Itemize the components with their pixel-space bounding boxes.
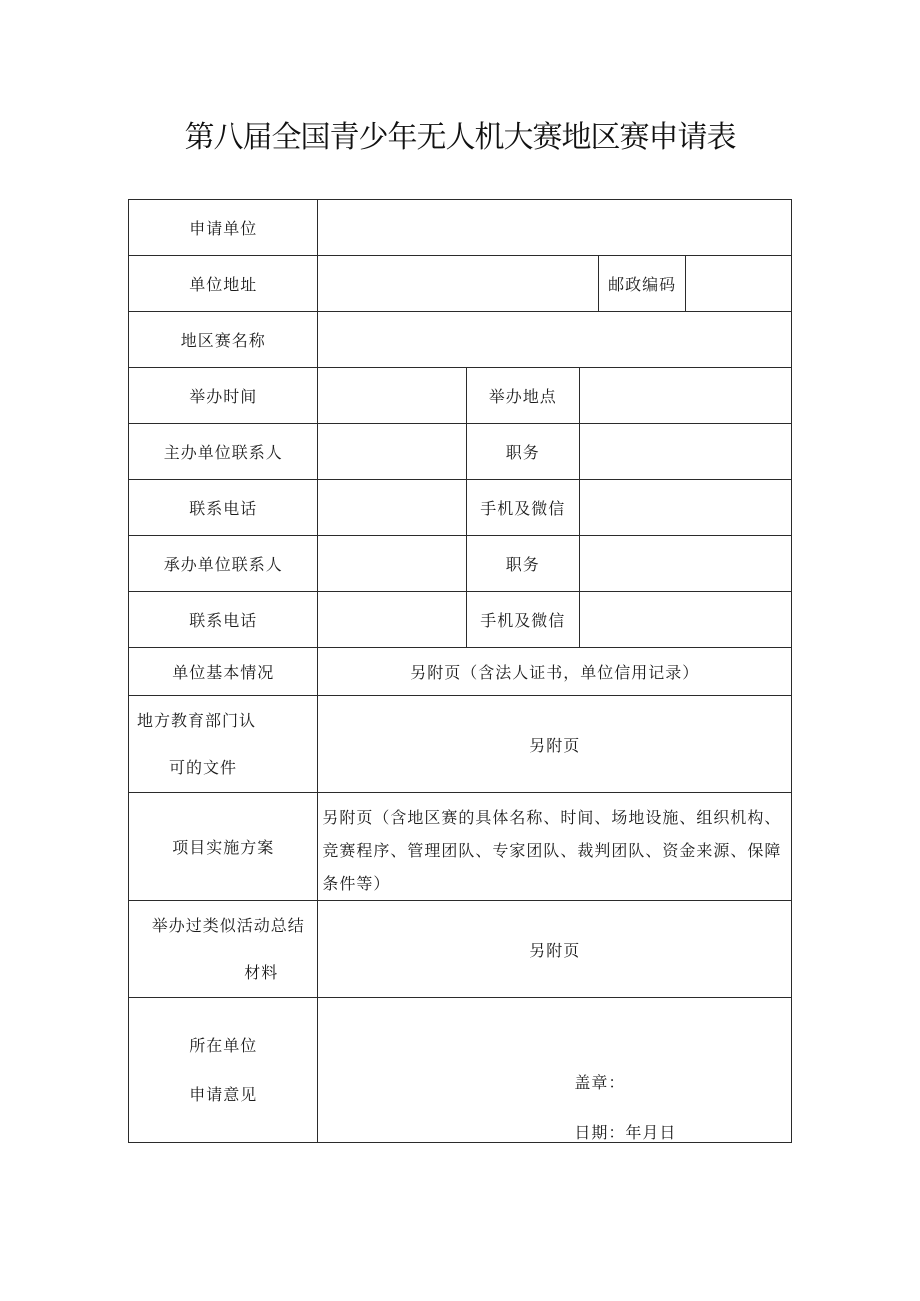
time-label: 举办时间 (129, 368, 318, 424)
phone-field[interactable] (318, 592, 466, 648)
edu-doc-value: 另附页 (318, 696, 792, 793)
row-basic-info (129, 648, 792, 696)
opinion-field[interactable] (318, 998, 792, 1143)
edu-doc-label-line2: 可的文件 (169, 758, 238, 777)
phone-label: 联系电话 (129, 480, 318, 536)
position-field[interactable] (579, 424, 791, 480)
basic-info-label: 单位基本情况 (129, 648, 318, 696)
time-field[interactable] (318, 368, 466, 424)
summary-label-line2: 材料 (244, 963, 279, 982)
row-time-venue (129, 368, 792, 424)
date-label: 日期：年月日 (574, 1123, 677, 1142)
applicant-label: 申请单位 (129, 200, 318, 256)
row-address (129, 256, 792, 312)
postal-code-label: 邮政编码 (599, 256, 685, 312)
mobile-wechat-label: 手机及微信 (466, 592, 579, 648)
organizer-contact-field[interactable] (318, 536, 466, 592)
phone-label: 联系电话 (129, 592, 318, 648)
basic-info-value: 另附页（含法人证书，单位信用记录） (318, 648, 792, 696)
address-field[interactable] (318, 256, 599, 312)
position-label: 职务 (466, 536, 579, 592)
row-host-phone (129, 480, 792, 536)
row-edu-doc (129, 696, 792, 793)
row-organizer-phone (129, 592, 792, 648)
opinion-label-line2: 申请意见 (189, 1085, 258, 1104)
row-summary (129, 901, 792, 998)
address-label: 单位地址 (129, 256, 318, 312)
row-organizer-contact (129, 536, 792, 592)
position-field[interactable] (579, 536, 791, 592)
mobile-wechat-field[interactable] (579, 592, 791, 648)
form-title: 第八届全国青少年无人机大赛地区赛申请表 (184, 120, 736, 155)
postal-code-field[interactable] (685, 256, 791, 312)
plan-label: 项目实施方案 (129, 793, 318, 901)
host-contact-field[interactable] (318, 424, 466, 480)
mobile-wechat-field[interactable] (579, 480, 791, 536)
summary-label (129, 901, 318, 998)
row-plan (129, 793, 792, 901)
edu-doc-label (129, 696, 318, 793)
summary-value: 另附页 (318, 901, 792, 998)
position-label: 职务 (466, 424, 579, 480)
edu-doc-label-line1: 地方教育部门认 (137, 711, 257, 730)
seal-label: 盖章： (574, 1073, 626, 1092)
application-form-table (128, 199, 792, 1143)
summary-label-line1: 举办过类似活动总结 (151, 916, 305, 935)
host-contact-label: 主办单位联系人 (129, 424, 318, 480)
opinion-label (129, 998, 318, 1143)
plan-value: 另附页（含地区赛的具体名称、时间、场地设施、组织机构、竞赛程序、管理团队、专家团队、裁判团队、资金来源、保障条件等） (318, 793, 792, 901)
row-host-contact (129, 424, 792, 480)
event-name-field[interactable] (318, 312, 792, 368)
row-applicant (129, 200, 792, 256)
event-name-label: 地区赛名称 (129, 312, 318, 368)
row-event-name (129, 312, 792, 368)
applicant-field[interactable] (318, 200, 792, 256)
row-opinion (129, 998, 792, 1143)
organizer-contact-label: 承办单位联系人 (129, 536, 318, 592)
opinion-label-line1: 所在单位 (189, 1036, 258, 1055)
venue-field[interactable] (579, 368, 791, 424)
phone-field[interactable] (318, 480, 466, 536)
mobile-wechat-label: 手机及微信 (466, 480, 579, 536)
venue-label: 举办地点 (466, 368, 579, 424)
